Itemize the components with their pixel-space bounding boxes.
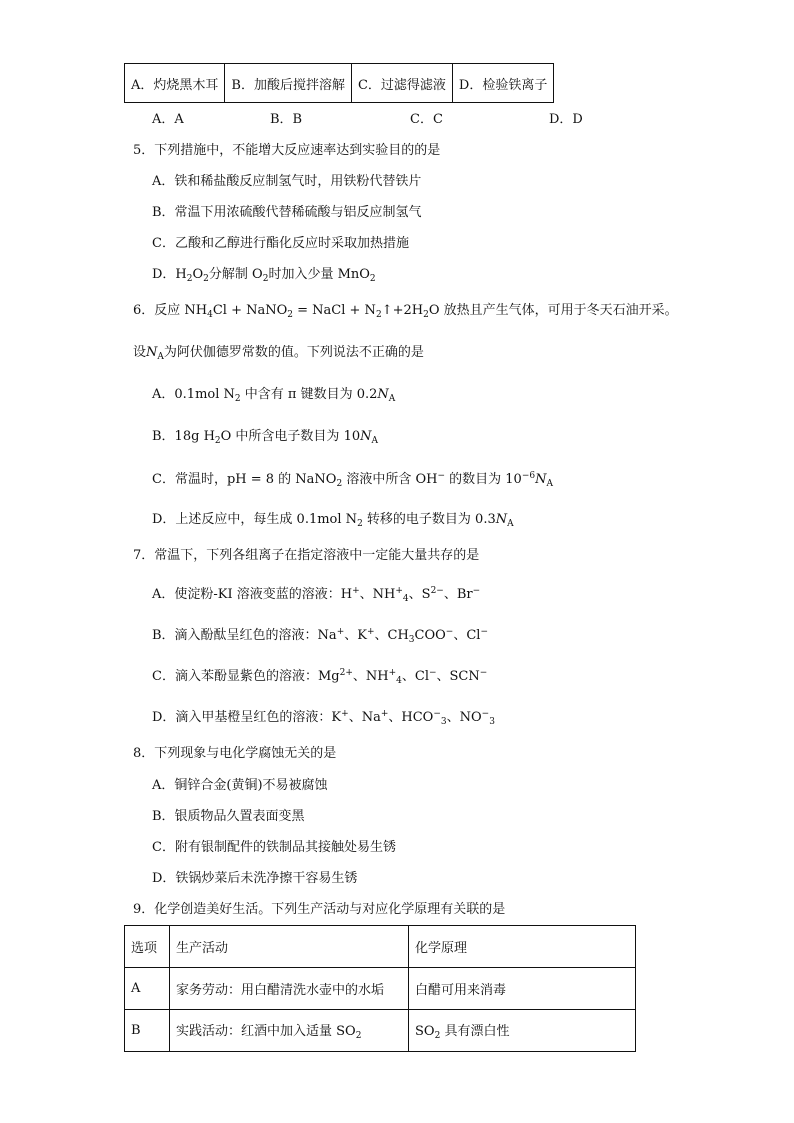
answer-option-d: D．D xyxy=(549,112,583,127)
q5-option-d: D．$H_2O_2$分解制 $O_2$时加入少量 MnO$_2$ xyxy=(152,267,376,284)
table-cell: D．检验铁离子 xyxy=(452,64,553,103)
question-6-stem: 6．反应 $NH_4Cl$ + NaNO$_2$ = NaCl + $N_2↑+2H_2O$ 放热且产生气体，可用于冬天石油开采。 xyxy=(133,303,678,320)
question-8-stem: 8．下列现象与电化学腐蚀无关的是 xyxy=(133,746,337,761)
answer-option-a: A．A xyxy=(152,112,184,127)
table-header-activity: 生产活动 xyxy=(170,926,409,968)
q7-option-b: B．滴入酚酞呈红色的溶液：Na+、K+、$CH_3COO^-$、Cl− xyxy=(152,627,488,645)
table-cell: $SO_2$ 具有漂白性 xyxy=(409,1010,636,1052)
question-5-stem: 5．下列措施中，不能增大反应速率达到实验目的的是 xyxy=(133,143,441,158)
table-header-option: 选项 xyxy=(125,926,170,968)
q7-option-c: C．滴入苯酚显紫色的溶液：$Mg^{2+}$、$NH^+_4$、Cl−、SCN− xyxy=(152,668,488,686)
table-row xyxy=(125,968,636,1010)
table-cell: B．加酸后搅拌溶解 xyxy=(225,64,352,103)
q6-option-d: D．上述反应中，每生成 0.1mol $N_2$ 转移的电子数目为 $0.3N_A$ xyxy=(152,512,514,529)
q6-option-c: C．常温时，pH = 8 的 NaNO$_2$ 溶液中所含 OH− 的数目为 $10^{-6}N_A$ xyxy=(152,471,553,489)
q5-option-c: C．乙酸和乙醇进行酯化反应时采取加热措施 xyxy=(152,236,409,251)
table-row xyxy=(125,1010,636,1052)
table-cell: B xyxy=(125,1010,170,1052)
table-cell: 白醋可用来消毒 xyxy=(409,968,636,1010)
q5-option-a: A．铁和稀盐酸反应制氢气时，用铁粉代替铁片 xyxy=(152,174,422,189)
q7-option-a: A．使淀粉-KI 溶液变蓝的溶液：H+、$NH^+_4$、$S^{2-}$、Br− xyxy=(152,586,481,604)
table-header-principle: 化学原理 xyxy=(409,926,636,968)
table-cell: A xyxy=(125,968,170,1010)
q7-option-d: D．滴入甲基橙呈红色的溶液：K+、Na+、$HCO^-_3$、$NO^-_3$ xyxy=(152,709,495,727)
table-cell: A．灼烧黑木耳 xyxy=(125,64,225,103)
question-9-stem: 9．化学创造美好生活。下列生产活动与对应化学原理有关联的是 xyxy=(133,902,506,917)
q6-option-a: A．0.1mol $N_2$ 中含有 π 键数目为 $0.2N_A$ xyxy=(152,387,396,404)
q8-option-a: A．铜锌合金(黄铜)不易被腐蚀 xyxy=(152,778,328,793)
q5-option-b: B．常温下用浓硫酸代替稀硫酸与铝反应制氢气 xyxy=(152,205,422,220)
q8-option-b: B．银质物品久置表面变黑 xyxy=(152,809,305,824)
q6-option-b: B．18g $H_2O$ 中所含电子数目为 $10N_A$ xyxy=(152,429,378,446)
options-table xyxy=(124,63,554,103)
q8-option-d: D．铁锅炒菜后未洗净擦干容易生锈 xyxy=(152,871,358,886)
q8-option-c: C．附有银制配件的铁制品其接触处易生锈 xyxy=(152,840,396,855)
question-6-stem-line2: 设$N_A$为阿伏伽德罗常数的值。下列说法不正确的是 xyxy=(133,345,424,362)
table-cell: C．过滤得滤液 xyxy=(351,64,452,103)
table-cell: 实践活动：红酒中加入适量 $SO_2$ xyxy=(170,1010,409,1052)
answer-option-c: C．C xyxy=(410,112,443,127)
q9-table xyxy=(124,925,636,1052)
answer-option-b: B．B xyxy=(270,112,303,127)
question-7-stem: 7．常温下，下列各组离子在指定溶液中一定能大量共存的是 xyxy=(133,548,480,563)
table-cell: 家务劳动：用白醋清洗水壶中的水垢 xyxy=(170,968,409,1010)
